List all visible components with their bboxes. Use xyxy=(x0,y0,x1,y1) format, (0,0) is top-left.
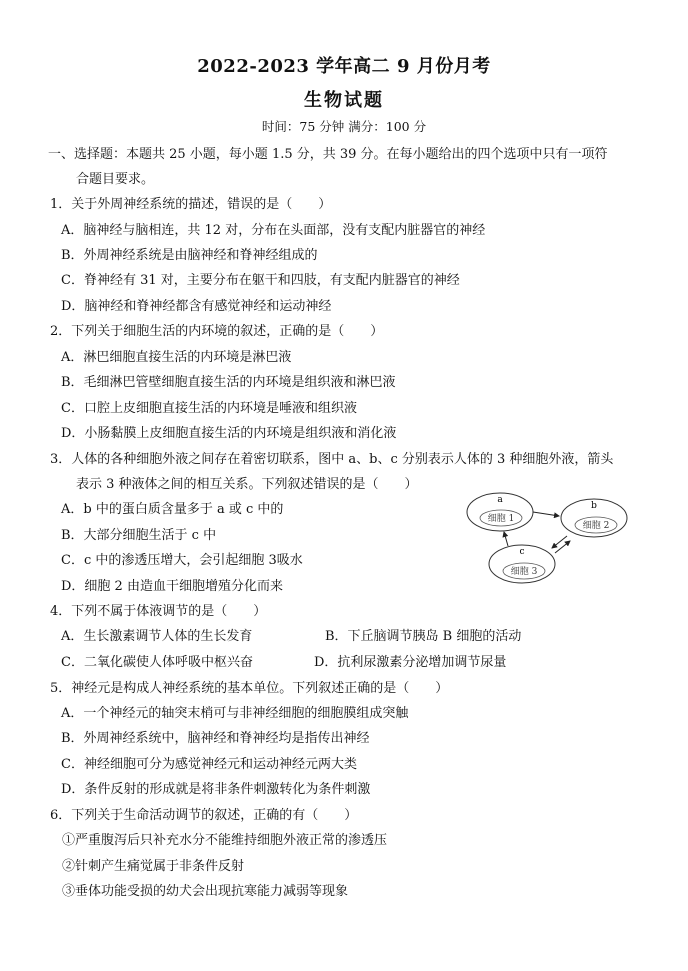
question-6-item-3: ③垂体功能受损的幼犬会出现抗寒能力减弱等现象 xyxy=(62,884,349,899)
section-heading-cont: 合题目要求。 xyxy=(76,172,155,187)
question-1-option-a: A．脑神经与脑相连，共 12 对，分布在头面部，没有支配内脏器官的神经 xyxy=(61,223,486,238)
question-4-stem: 4．下列不属于体液调节的是（ ） xyxy=(50,604,267,619)
question-5-option-c: C．神经细胞可分为感觉神经元和运动神经元两大类 xyxy=(61,757,357,772)
question-4-option-a: A．生长激素调节人体的生长发育 xyxy=(61,629,253,644)
arrow-c-to-a xyxy=(504,532,508,546)
question-4-option-d: D．抗利尿激素分泌增加调节尿量 xyxy=(314,655,507,670)
section-heading: 一、选择题：本题共 25 小题，每小题 1.5 分，共 39 分。在每小题给出的四个选项中只有一项符 xyxy=(48,147,608,162)
question-5-option-a: A．一个神经元的轴突末梢可与非神经细胞的细胞膜组成突触 xyxy=(61,706,409,721)
question-3-stem: 3．人体的各种细胞外液之间存在着密切联系，图中 a、b、c 分别表示人体的 3 种细胞外液，箭头 xyxy=(50,452,614,467)
fluid-a-label: a xyxy=(497,495,503,505)
question-3-option-d: D．细胞 2 由造血干细胞增殖分化而来 xyxy=(61,579,283,594)
question-3-option-a: A．b 中的蛋白质含量多于 a 或 c 中的 xyxy=(61,502,284,517)
arrow-c-to-b xyxy=(555,541,570,553)
subject-title: 生物试题 xyxy=(304,90,384,111)
question-6-item-2: ②针刺产生痛觉属于非条件反射 xyxy=(62,859,245,874)
question-2-option-a: A．淋巴细胞直接生活的内环境是淋巴液 xyxy=(61,350,292,365)
question-5-stem: 5．神经元是构成人神经系统的基本单位。下列叙述正确的是（ ） xyxy=(50,681,449,696)
arrow-a-to-b xyxy=(533,512,559,516)
question-2-stem: 2．下列关于细胞生活的内环境的叙述，正确的是（ ） xyxy=(50,324,384,339)
question-3-option-b: B．大部分细胞生活于 c 中 xyxy=(61,528,217,543)
question-4-option-b: B．下丘脑调节胰岛 B 细胞的活动 xyxy=(325,629,522,644)
body-fluid-diagram xyxy=(464,490,646,590)
question-5-option-d: D．条件反射的形成就是将非条件刺激转化为条件刺激 xyxy=(61,782,371,797)
question-2-option-b: B．毛细淋巴管壁细胞直接生活的内环境是组织液和淋巴液 xyxy=(61,375,396,390)
question-6-item-1: ①严重腹泻后只补充水分不能维持细胞外液正常的渗透压 xyxy=(62,833,388,848)
exam-title: 2022-2023 学年高二 9 月份月考 xyxy=(197,56,491,77)
question-6-stem: 6．下列关于生命活动调节的叙述，正确的有（ ） xyxy=(50,808,358,823)
question-3-option-c: C．c 中的渗透压增大，会引起细胞 3吸水 xyxy=(61,553,303,568)
question-1-option-d: D．脑神经和脊神经都含有感觉神经和运动神经 xyxy=(61,299,332,314)
cell-2-label: 细胞 2 xyxy=(582,521,610,531)
question-5-option-b: B．外周神经系统中，脑神经和脊神经均是指传出神经 xyxy=(61,731,370,746)
cell-3-label: 细胞 3 xyxy=(510,567,538,577)
question-4-option-c: C．二氧化碳使人体呼吸中枢兴奋 xyxy=(61,655,253,670)
question-1-stem: 1．关于外周神经系统的描述，错误的是（ ） xyxy=(50,197,332,212)
question-2-option-c: C．口腔上皮细胞直接生活的内环境是唾液和组织液 xyxy=(61,401,357,416)
cell-1-label: 细胞 1 xyxy=(487,514,515,524)
fluid-b-label: b xyxy=(591,501,597,511)
question-1-option-c: C．脊神经有 31 对，主要分布在躯干和四肢，有支配内脏器官的神经 xyxy=(61,273,460,288)
question-1-option-b: B．外周神经系统是由脑神经和脊神经组成的 xyxy=(61,248,318,263)
arrow-b-to-c xyxy=(552,536,567,548)
question-2-option-d: D．小肠黏膜上皮细胞直接生活的内环境是组织液和消化液 xyxy=(61,426,397,441)
question-3-stem-cont: 表示 3 种液体之间的相互关系。下列叙述错误的是（ ） xyxy=(76,477,418,492)
exam-meta: 时间：75 分钟 满分：100 分 xyxy=(261,119,427,134)
fluid-c-label: c xyxy=(519,547,525,557)
